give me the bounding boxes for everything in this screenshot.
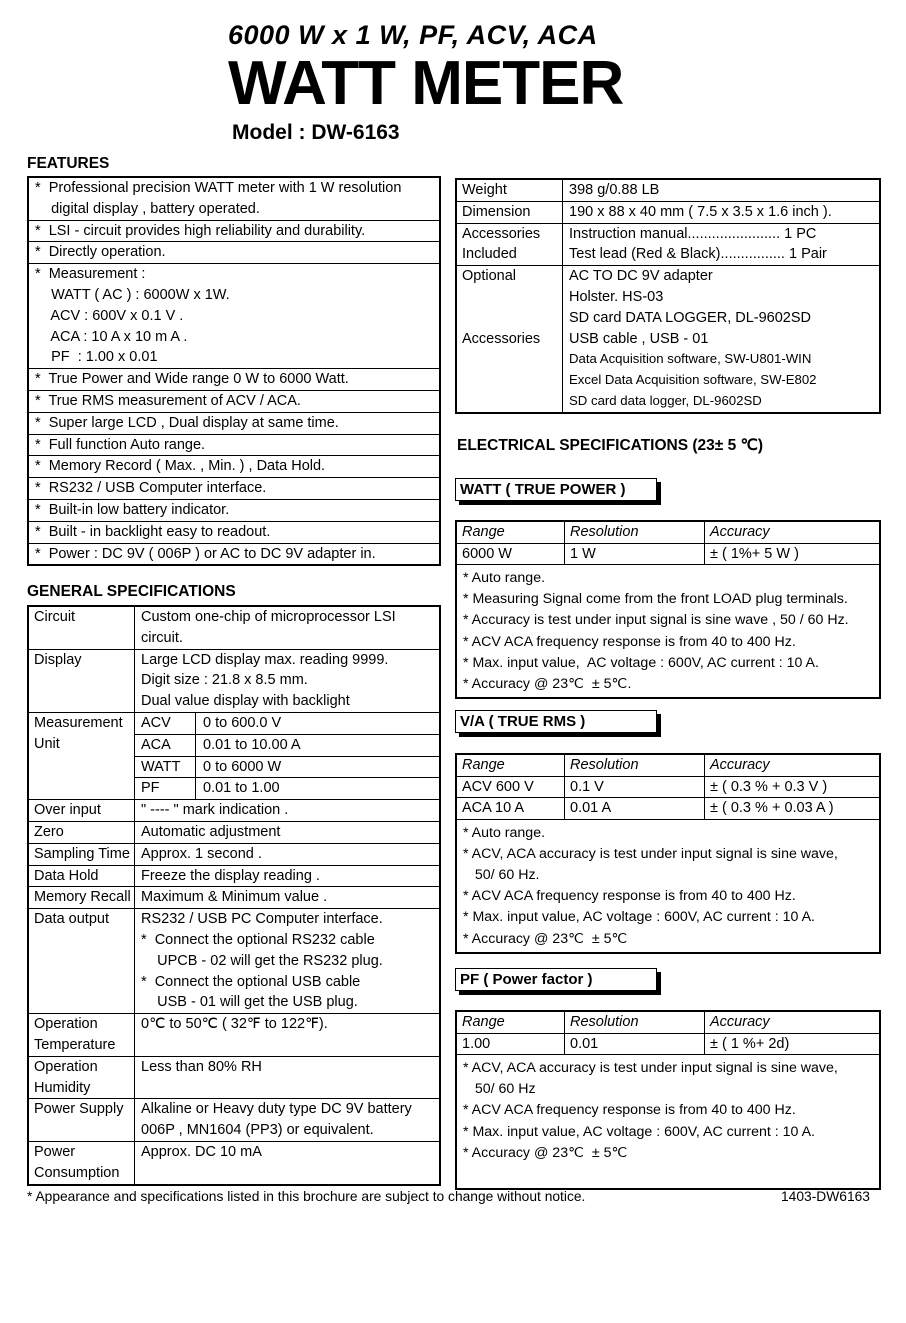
feature-line: * Power : DC 9V ( 006P ) or AC to DC 9V adapter in.: [35, 545, 376, 562]
info-value-line: Data Acquisition software, SW-U801-WIN: [569, 351, 812, 367]
note-line: 50/ 60 Hz.: [463, 866, 540, 883]
column-header-range: Range: [457, 522, 565, 544]
info-value-line: Holster. HS-03: [569, 288, 664, 305]
spec-value-line: * Connect the optional USB cable: [141, 973, 361, 990]
feature-line: ACV : 600V x 0.1 V .: [35, 307, 184, 324]
measurement-key: ACV: [135, 713, 196, 734]
measurement-key: ACA: [135, 735, 196, 756]
info-row-optional-accessories: [457, 265, 879, 412]
column-header-resolution: Resolution: [565, 522, 705, 544]
spec-value-line: Digit size : 21.8 x 8.5 mm.: [141, 672, 308, 689]
va-notes: [457, 820, 879, 952]
note-line: * Max. input value, AC voltage : 600V, AC current : 10 A.: [463, 909, 816, 926]
spec-value-line: Approx. 1 second .: [141, 845, 262, 862]
spec-label: Humidity: [34, 1079, 91, 1096]
feature-item: [29, 455, 439, 477]
spec-label: Data Hold: [34, 867, 99, 884]
note-line: * Max. input value, AC voltage : 600V, AC current : 10 A.: [463, 654, 819, 671]
info-value-line: USB cable , USB - 01: [569, 330, 709, 347]
spec-value-line: 006P , MN1604 (PP3) or equivalent.: [141, 1122, 374, 1139]
spec-row-operation-humidity: [29, 1056, 439, 1099]
feature-line: * Built - in backlight easy to readout.: [35, 523, 271, 540]
spec-label: Circuit: [34, 609, 76, 625]
info-value: 190 x 88 x 40 mm ( 7.5 x 3.5 x 1.6 inch ).: [569, 203, 832, 220]
watt-spec-table: [455, 520, 881, 699]
feature-item: [29, 499, 439, 521]
feature-line: * Built-in low battery indicator.: [35, 501, 230, 518]
info-value-line: AC TO DC 9V adapter: [569, 268, 713, 285]
electrical-specs-heading: ELECTRICAL SPECIFICATIONS (23± 5 ℃): [457, 437, 764, 454]
spec-row-data-hold: [29, 865, 439, 887]
spec-value-line: * Connect the optional RS232 cable: [141, 931, 375, 948]
info-row-accessories-included: [457, 223, 879, 266]
column-header-range: Range: [457, 755, 565, 777]
model-number: Model : DW-6163: [232, 121, 400, 144]
feature-item: [29, 434, 439, 456]
spec-row-over-input: [29, 799, 439, 821]
pf-notes: [457, 1055, 879, 1166]
info-value-line: SD card data logger, DL-9602SD: [569, 392, 762, 408]
info-label: Optional: [462, 268, 517, 285]
info-value-line: Instruction manual....................... 1 PC: [569, 225, 817, 242]
spec-value-line: Large LCD display max. reading 9999.: [141, 651, 389, 668]
spec-value-line: " ---- " mark indication .: [141, 802, 289, 819]
feature-item: [29, 412, 439, 434]
measurement-value: 0 to 6000 W: [203, 758, 282, 775]
spec-value-line: Freeze the display reading .: [141, 867, 320, 884]
note-line: * Auto range.: [463, 824, 546, 841]
spec-label: Temperature: [34, 1036, 116, 1053]
feature-item: [29, 477, 439, 499]
spec-value-line: Automatic adjustment: [141, 823, 281, 840]
table-cell-resolution: 0.01 A: [565, 798, 705, 820]
spec-value-line: USB - 01 will get the USB plug.: [141, 994, 358, 1011]
note-line: * Max. input value, AC voltage : 600V, AC current : 10 A.: [463, 1123, 816, 1140]
spec-row-sampling-time: [29, 843, 439, 865]
spec-value-line: Alkaline or Heavy duty type DC 9V battery: [141, 1101, 412, 1118]
info-value-line: Excel Data Acquisition software, SW-E802: [569, 372, 817, 388]
note-line: * ACV, ACA accuracy is test under input signal is sine wave,: [463, 1060, 838, 1076]
spec-row-circuit: [29, 607, 439, 649]
info-label: Included: [462, 246, 517, 263]
note-line: * ACV, ACA accuracy is test under input signal is sine wave,: [463, 845, 838, 862]
feature-item: [29, 521, 439, 543]
note-line: * Accuracy @ 23℃ ± 5℃: [463, 930, 628, 947]
measurement-key: PF: [135, 778, 196, 799]
spec-label: Consumption: [34, 1164, 120, 1181]
column-header-accuracy: Accuracy: [705, 522, 879, 544]
spec-value-line: UPCB - 02 will get the RS232 plug.: [141, 952, 383, 969]
feature-line: WATT ( AC ) : 6000W x 1W.: [35, 286, 230, 303]
column-header-accuracy: Accuracy: [705, 1012, 879, 1034]
features-heading: FEATURES: [27, 155, 110, 172]
spec-row-zero: [29, 821, 439, 843]
table-cell-range: 6000 W: [457, 544, 565, 566]
general-specs-table: [27, 605, 441, 1186]
spec-label: Power Supply: [34, 1101, 124, 1118]
header: [228, 20, 623, 145]
feature-item: [29, 368, 439, 390]
note-line: * Accuracy @ 23℃ ± 5℃: [463, 1144, 628, 1161]
table-cell-accuracy: ± ( 1%+ 5 W ): [705, 544, 879, 566]
note-line: * Accuracy is test under input signal is sine wave , 50 / 60 Hz.: [463, 612, 849, 629]
note-line: * Accuracy @ 23℃ ± 5℃.: [463, 676, 632, 693]
info-label: Dimension: [462, 203, 531, 220]
spec-label: Memory Recall: [34, 889, 131, 906]
table-cell-accuracy: ± ( 1 %+ 2d): [705, 1034, 879, 1056]
spec-row-display: [29, 649, 439, 712]
info-row-dimension: [457, 201, 879, 223]
spec-value-line: Custom one-chip of microprocessor LSI: [141, 609, 396, 625]
spec-row-memory-recall: [29, 886, 439, 908]
spec-value-line: circuit.: [141, 629, 183, 646]
note-line: * ACV ACA frequency response is from 40 to 400 Hz.: [463, 1102, 796, 1119]
feature-line: PF : 1.00 x 0.01: [35, 349, 158, 366]
info-value-line: Test lead (Red & Black)................ 1 Pair: [569, 246, 827, 263]
note-line: * Measuring Signal come from the front LOAD plug terminals.: [463, 591, 848, 608]
feature-line: ACA : 10 A x 10 m A .: [35, 328, 188, 345]
va-spec-table: [455, 753, 881, 954]
info-value-line: SD card DATA LOGGER, DL-9602SD: [569, 309, 812, 326]
note-line: * Auto range.: [463, 570, 546, 586]
table-cell-range: 1.00: [457, 1034, 565, 1056]
measurement-value: 0 to 600.0 V: [203, 714, 282, 731]
feature-item: [29, 263, 439, 368]
table-cell-range: ACA 10 A: [457, 798, 565, 820]
feature-line: * RS232 / USB Computer interface.: [35, 480, 267, 497]
section-header-va: V/A ( TRUE RMS ): [455, 710, 657, 733]
measurement-value: 0.01 to 1.00: [203, 780, 280, 797]
table-cell-resolution: 0.01: [565, 1034, 705, 1056]
spec-label: Measurement: [34, 714, 123, 731]
measurement-subrow: [135, 777, 439, 799]
column-header-accuracy: Accuracy: [705, 755, 879, 777]
table-cell-resolution: 1 W: [565, 544, 705, 566]
footer-disclaimer: * Appearance and specifications listed in this brochure are subject to change without notice.: [27, 1189, 586, 1204]
spec-row-measurement-unit: [29, 712, 439, 799]
measurement-subrow: [135, 734, 439, 756]
feature-line: * True Power and Wide range 0 W to 6000 Watt.: [35, 371, 349, 388]
measurement-key: WATT: [135, 757, 196, 778]
feature-line: * Measurement :: [35, 266, 146, 283]
spec-label: Operation: [34, 1016, 98, 1033]
column-header-range: Range: [457, 1012, 565, 1034]
table-cell-range: ACV 600 V: [457, 777, 565, 799]
measurement-value: 0.01 to 10.00 A: [203, 736, 301, 753]
spec-label: Unit: [34, 735, 60, 752]
spec-row-data-output: [29, 908, 439, 1013]
feature-item: [29, 241, 439, 263]
note-line: 50/ 60 Hz: [463, 1081, 536, 1098]
footer-document-code: 1403-DW6163: [781, 1189, 870, 1204]
table-cell-accuracy: ± ( 0.3 % + 0.03 A ): [705, 798, 879, 820]
spec-label: Sampling Time: [34, 845, 130, 862]
section-header-pf: PF ( Power factor ): [455, 968, 657, 991]
info-label: Weight: [462, 182, 507, 198]
feature-line: * Professional precision WATT meter with 1 W resolution: [35, 180, 402, 196]
spec-row-operation-temperature: [29, 1013, 439, 1056]
note-line: * ACV ACA frequency response is from 40 to 400 Hz.: [463, 633, 796, 650]
feature-line: digital display , battery operated.: [35, 200, 260, 217]
spec-row-power-consumption: [29, 1141, 439, 1184]
info-row-weight: [457, 180, 879, 201]
spec-label: Operation: [34, 1058, 98, 1075]
spec-value-line: 0℃ to 50℃ ( 32℉ to 122℉).: [141, 1016, 328, 1033]
feature-line: * True RMS measurement of ACV / ACA.: [35, 392, 301, 409]
spec-value-line: Maximum & Minimum value .: [141, 889, 328, 906]
spec-label: Zero: [34, 823, 64, 840]
spec-value-line: Approx. DC 10 mA: [141, 1143, 262, 1160]
general-specs-heading: GENERAL SPECIFICATIONS: [27, 583, 236, 600]
feature-line: * Directly operation.: [35, 244, 166, 261]
section-header-watt: WATT ( TRUE POWER ): [455, 478, 657, 501]
feature-line: * Memory Record ( Max. , Min. ) , Data Hold.: [35, 458, 326, 475]
feature-item: [29, 390, 439, 412]
table-cell-accuracy: ± ( 0.3 % + 0.3 V ): [705, 777, 879, 799]
note-line: * ACV ACA frequency response is from 40 to 400 Hz.: [463, 888, 796, 905]
spec-value-line: Less than 80% RH: [141, 1058, 262, 1075]
feature-line: * LSI - circuit provides high reliability and durability.: [35, 222, 366, 239]
column-header-resolution: Resolution: [565, 755, 705, 777]
spec-label: Over input: [34, 802, 101, 819]
spec-row-power-supply: [29, 1098, 439, 1141]
spec-label: Display: [34, 651, 82, 668]
feature-line: * Super large LCD , Dual display at same time.: [35, 414, 339, 431]
subtitle: 6000 W x 1 W, PF, ACV, ACA: [228, 20, 598, 50]
watt-notes: [457, 565, 879, 697]
spec-label: Power: [34, 1143, 76, 1160]
feature-item: [29, 220, 439, 242]
info-label: Accessories: [462, 225, 541, 242]
spec-label: Data output: [34, 911, 109, 928]
measurement-subrow: [135, 713, 439, 734]
feature-item: [29, 543, 439, 565]
spec-value-line: Dual value display with backlight: [141, 693, 350, 710]
features-list: [27, 176, 441, 566]
info-label: Accessories: [462, 330, 541, 347]
product-info-table: [455, 178, 881, 414]
feature-line: * Full function Auto range.: [35, 436, 206, 453]
measurement-subrow: [135, 756, 439, 778]
table-cell-resolution: 0.1 V: [565, 777, 705, 799]
info-value: 398 g/0.88 LB: [569, 182, 660, 198]
feature-item: [29, 178, 439, 220]
column-header-resolution: Resolution: [565, 1012, 705, 1034]
pf-spec-table: [455, 1010, 881, 1190]
page-title: WATT METER: [228, 49, 624, 118]
spec-value-line: RS232 / USB PC Computer interface.: [141, 911, 383, 928]
